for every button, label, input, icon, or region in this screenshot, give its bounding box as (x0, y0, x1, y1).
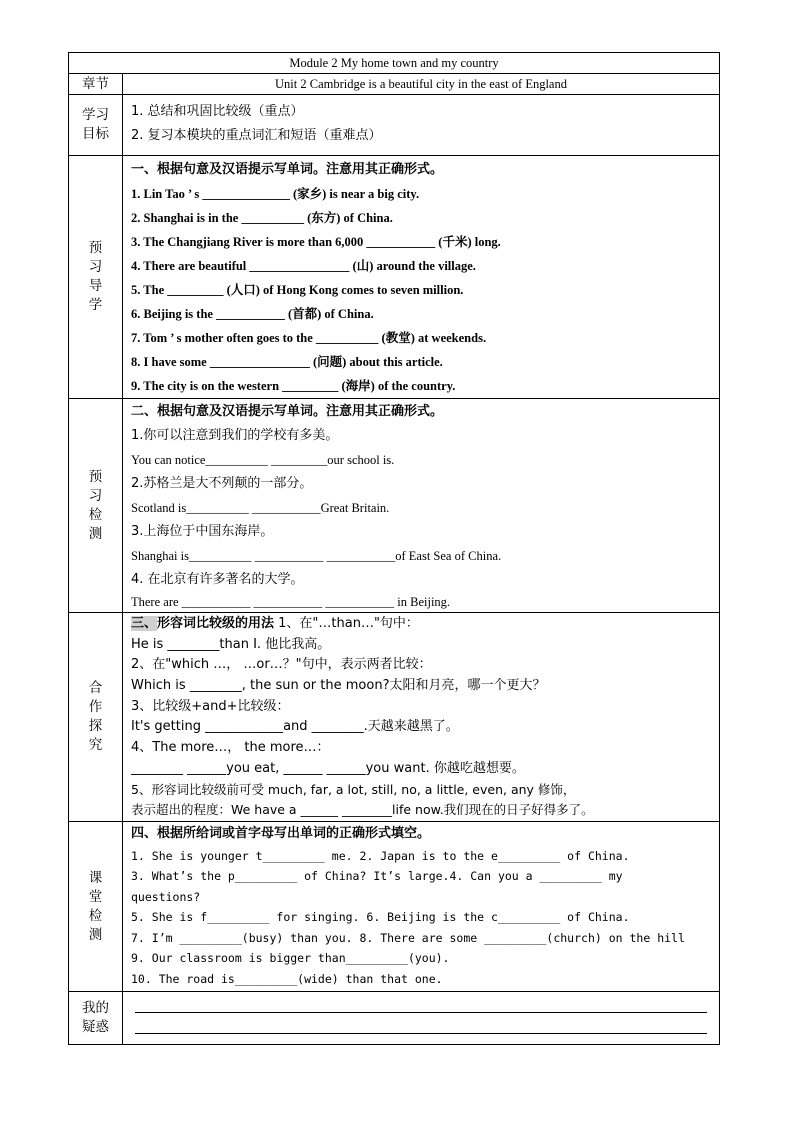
check-label-char: 习 (88, 487, 103, 504)
goal-item: 2. 复习本模块的重点词汇和短语（重难点） (131, 128, 382, 143)
explore-line: It's getting ____________and ________.天越来越黑了。 (131, 719, 459, 735)
check-line-cn: 4. 在北京有许多著名的大学。 (131, 572, 304, 587)
classcheck-label-char: 堂 (88, 888, 103, 905)
doubts-content[interactable] (123, 992, 720, 1045)
classcheck-label-char: 课 (88, 869, 103, 886)
preview-content (123, 156, 720, 399)
preview-item: 1. Lin Tao ’ s ______________ (家乡) is near a big city. (131, 187, 420, 201)
explore-label-char: 究 (88, 736, 103, 753)
preview-item: 2. Shanghai is in the __________ (东方) of China. (131, 211, 393, 225)
answer-line[interactable] (135, 1013, 707, 1034)
explore-line: ________ ______you eat, ______ ______you want. 你越吃越想要。 (131, 760, 525, 776)
explore-line: 4、The more…， the more…： (131, 740, 330, 756)
check-line-en: There are ___________ ___________ ___________ in Beijing. (131, 595, 451, 609)
check-line-cn: 2.苏格兰是大不列颠的一部分。 (131, 476, 313, 491)
check-line-en: You can notice__________ _________our school is. (131, 453, 395, 467)
preview-heading: 一、根据句意及汉语提示写单词。注意用其正确形式。 (131, 162, 444, 177)
doubts-label-line: 疑惑 (82, 1019, 109, 1036)
goal-item: 1. 总结和巩固比较级（重点） (131, 104, 304, 119)
preview-label (69, 156, 123, 399)
preview-item: 4. There are beautiful ________________ (山) around the village. (131, 259, 476, 273)
classcheck-label-char: 测 (88, 926, 103, 943)
worksheet-table (68, 52, 720, 1045)
explore-label-char: 探 (88, 717, 103, 734)
classcheck-heading: 四、根据所给词或首字母写出单词的正确形式填空。 (131, 825, 431, 841)
check-label-char: 预 (88, 468, 103, 485)
classcheck-line: 7. I’m _________(busy) than you. 8. There are some _________(church) on the hill (131, 930, 685, 945)
explore-heading-text: 形容词比较级的用法 (157, 616, 275, 631)
explore-row (69, 613, 720, 822)
check-row (69, 399, 720, 613)
unit-row (69, 74, 720, 95)
preview-label-char: 习 (88, 259, 103, 275)
classcheck-line: 10. The road is_________(wide) than that one. (131, 971, 443, 986)
check-line-cn: 1.你可以注意到我们的学校有多美。 (131, 428, 339, 443)
explore-label-char: 合 (88, 679, 103, 696)
preview-label-char: 预 (88, 240, 103, 256)
preview-item: 9. The city is on the western _________ (海岸) of the country. (131, 379, 456, 393)
check-label (69, 399, 123, 613)
classcheck-line: 9. Our classroom is bigger than_________(you). (131, 951, 450, 966)
answer-line[interactable] (135, 992, 707, 1013)
goals-label-line: 学习 (82, 107, 109, 123)
check-heading: 二、根据句意及汉语提示写单词。注意用其正确形式。 (131, 404, 444, 419)
explore-heading-tail: 1、在"…than…"句中： (274, 616, 419, 631)
classcheck-label-char: 检 (88, 907, 103, 924)
classcheck-line: 5. She is f_________ for singing. 6. Beijing is the c_________ of China. (131, 910, 630, 925)
explore-line: 2、在"which …， …or…？"句中，表示两者比较： (131, 657, 432, 673)
preview-row (69, 156, 720, 399)
classcheck-content (123, 821, 720, 992)
explore-label (69, 613, 123, 822)
classcheck-line: 3. What’s the p_________ of China? It’s large.4. Can you a _________ my (131, 869, 623, 884)
explore-content (123, 613, 720, 822)
preview-item: 6. Beijing is the ___________ (首都) of China. (131, 307, 374, 321)
preview-label-char: 学 (88, 297, 103, 313)
explore-line: 表示超出的程度：We have a ______ ________life now.我们现在的日子好得多了。 (131, 802, 594, 818)
goals-label (69, 95, 123, 156)
check-line-en: Scotland is__________ ___________Great Britain. (131, 501, 390, 515)
check-line-en: Shanghai is__________ ___________ ___________of East Sea of China. (131, 549, 502, 563)
doubts-label-line: 我的 (82, 1000, 109, 1017)
classcheck-row (69, 821, 720, 992)
explore-line: He is ________than I. 他比我高。 (131, 636, 331, 652)
worksheet (68, 52, 719, 1045)
module-title: Module 2 My home town and my country (69, 53, 720, 74)
explore-heading (131, 614, 713, 635)
check-label-char: 测 (88, 525, 103, 542)
classcheck-label (69, 821, 123, 992)
doubts-label (69, 992, 123, 1045)
preview-item: 5. The _________ (人口) of Hong Kong comes to seven million. (131, 283, 464, 297)
goals-content (123, 95, 720, 156)
check-label-char: 检 (88, 506, 103, 523)
explore-label-char: 作 (88, 698, 103, 715)
explore-heading-num: 三、 (131, 616, 158, 631)
preview-item: 3. The Changjiang River is more than 6,000 ___________ (千米) long. (131, 235, 501, 249)
explore-line: 3、比较级+and+比较级： (131, 698, 290, 714)
preview-label-char: 导 (88, 278, 103, 294)
module-row (69, 53, 720, 74)
unit-label: 章节 (69, 74, 123, 95)
classcheck-line: questions? (131, 889, 201, 904)
explore-line: 5、形容词比较级前可受 much, far, a lot, still, no, a little, even, any 修饰， (131, 781, 576, 797)
preview-item: 7. Tom ’ s mother often goes to the __________ (教堂) at weekends. (131, 331, 487, 345)
preview-item: 8. I have some ________________ (问题) about this article. (131, 355, 443, 369)
goals-label-line: 目标 (82, 126, 109, 142)
check-content (123, 399, 720, 613)
doubts-row (69, 992, 720, 1045)
classcheck-line: 1. She is younger t_________ me. 2. Japan is to the e_________ of China. (131, 848, 630, 863)
explore-line: Which is ________, the sun or the moon?太阳和月亮，哪一个更大？ (131, 678, 546, 694)
unit-title: Unit 2 Cambridge is a beautiful city in the east of England (123, 74, 720, 95)
check-line-cn: 3.上海位于中国东海岸。 (131, 524, 274, 539)
goals-row (69, 95, 720, 156)
